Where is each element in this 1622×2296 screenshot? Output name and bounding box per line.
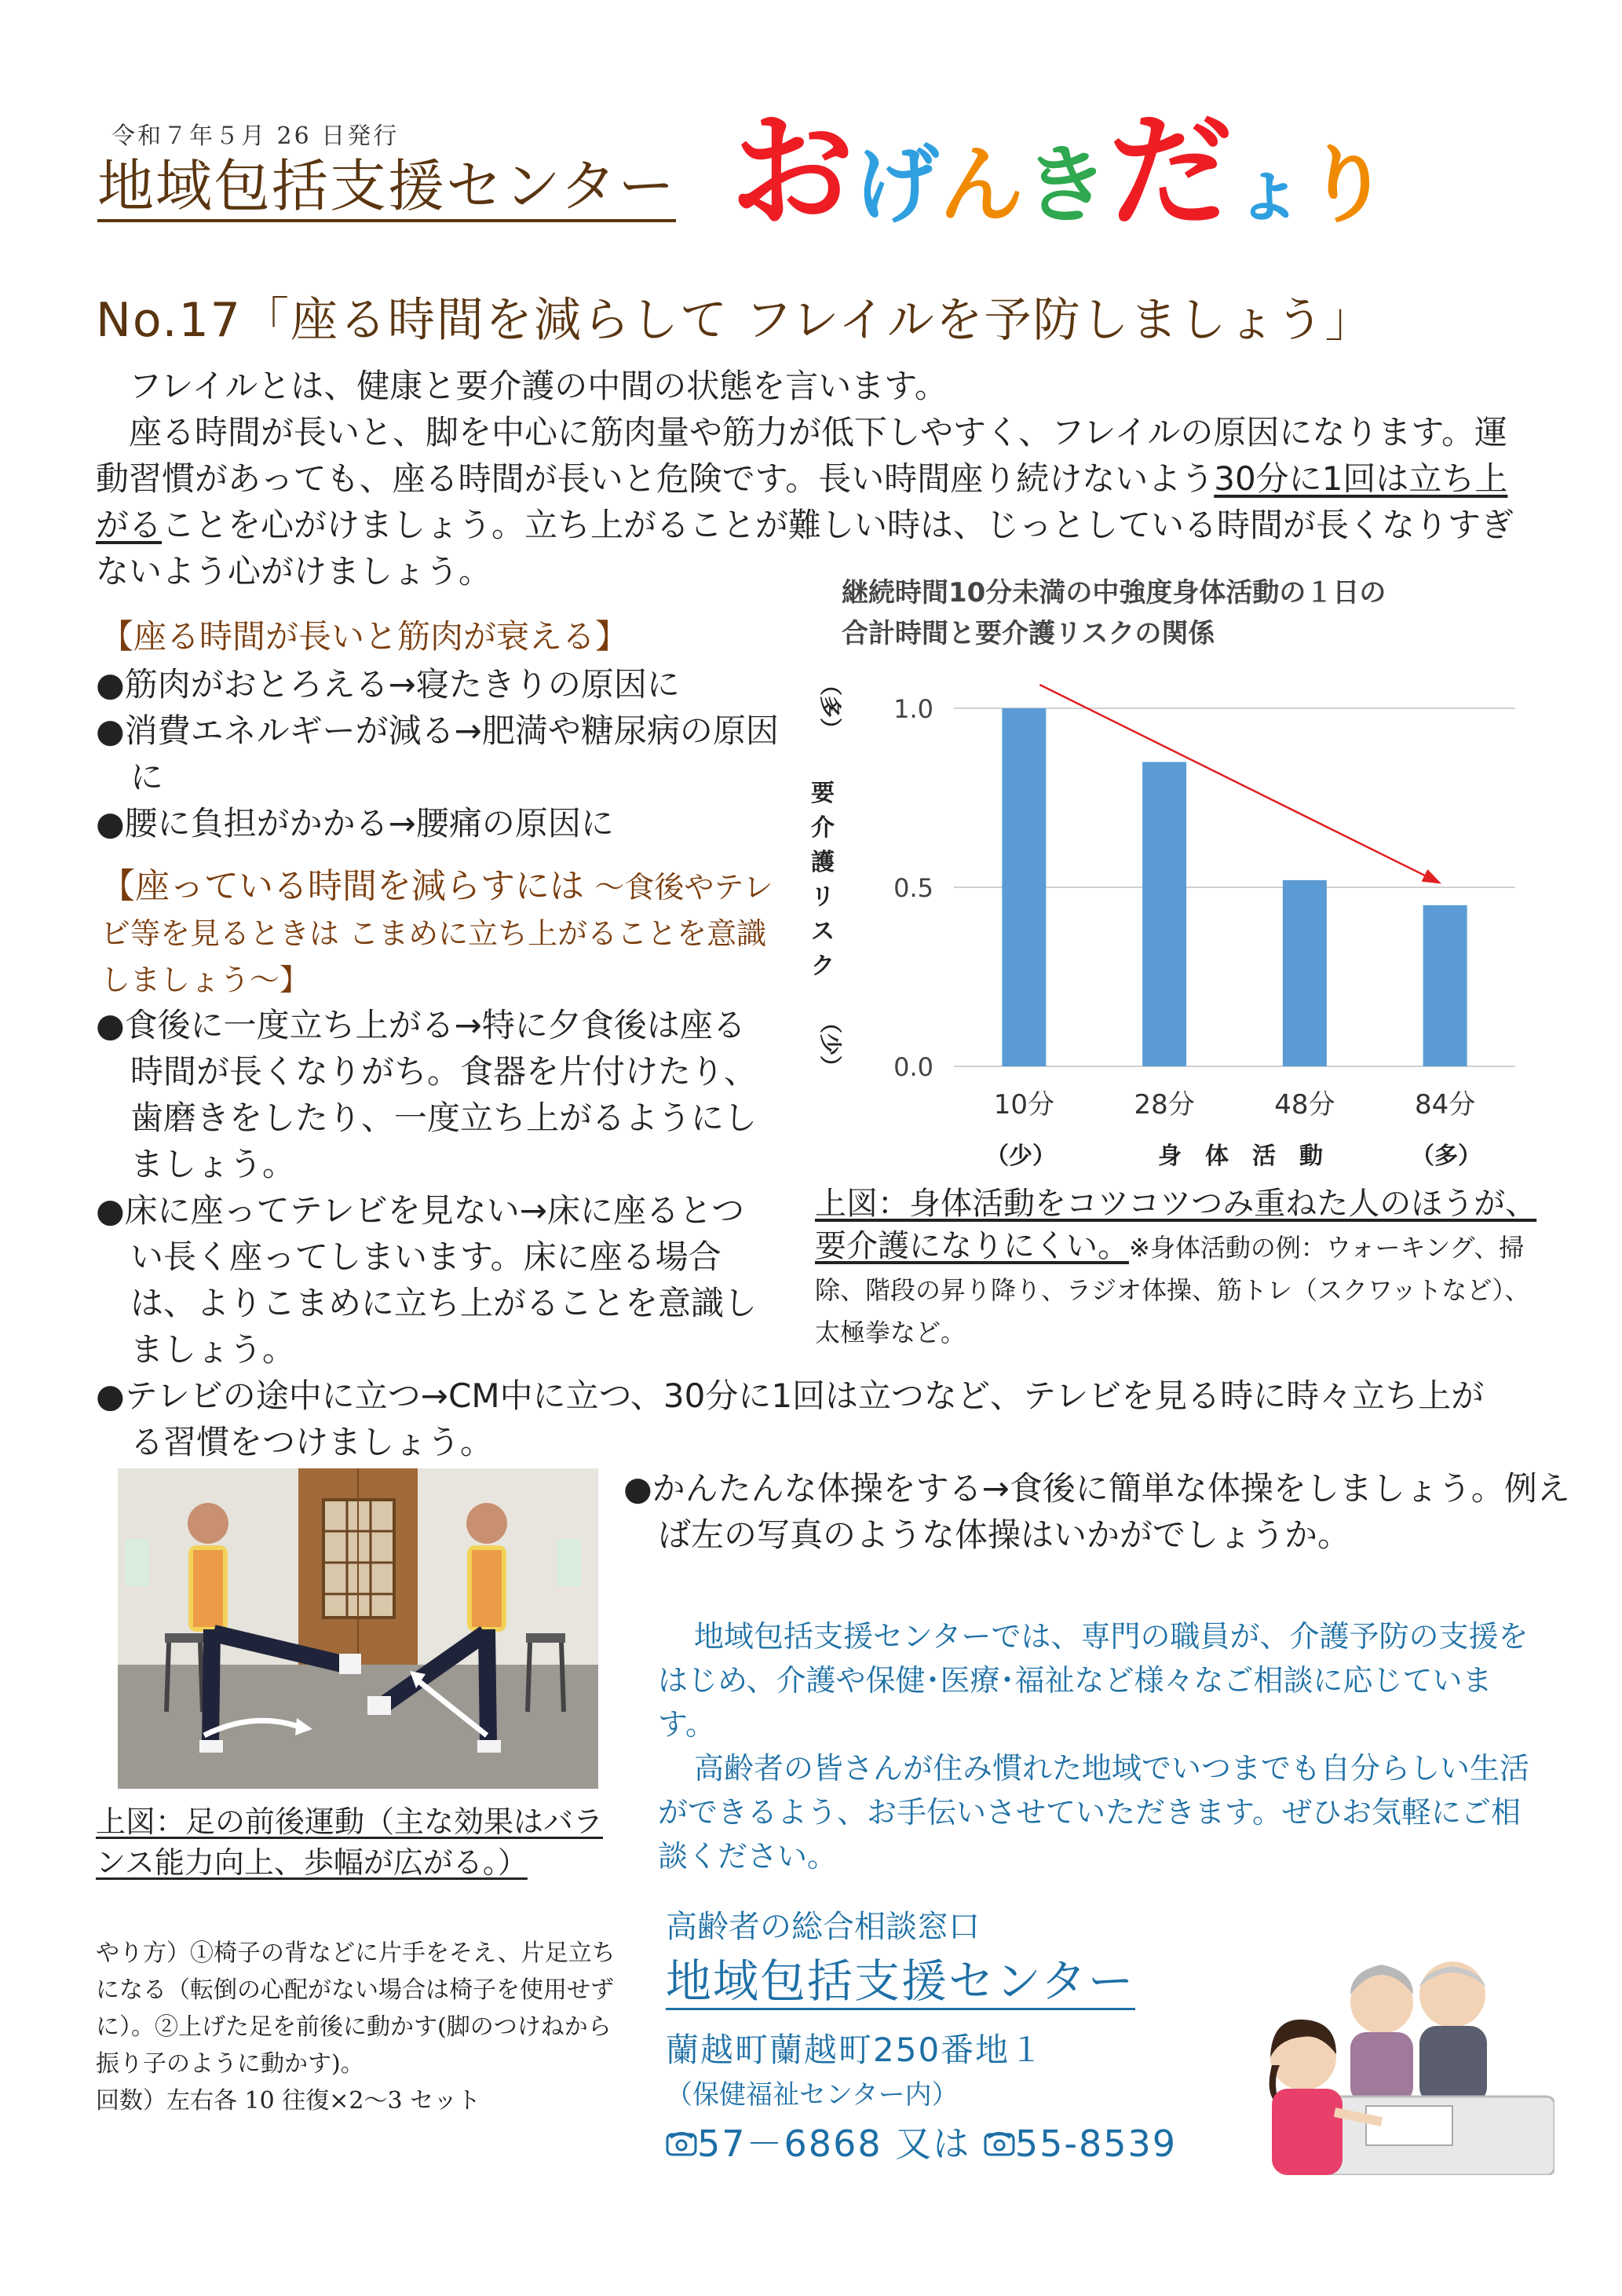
phone-separator: 又は xyxy=(895,2122,971,2165)
list-item: ●食後に一度立ち上がる→特に夕食後は座る時間が長くなりがち。食器を片付けたり、歯磨きをしたり、一度立ち上がるようにしましょう。 xyxy=(96,1006,758,1183)
intro-p2-text-a: 座る時間が長いと、脚を中心に筋肉量や筋力が低下しやすく、フレイルの原因になります。運動習慣があっても、座る時間が長いと危険です。長い時間座り続けないよう xyxy=(96,413,1508,498)
intro-paragraph-1 xyxy=(96,363,1540,409)
consult-address: 蘭越町蘭越町250番地１ xyxy=(666,2031,1045,2069)
consult-address-note: （保健福祉センター内） xyxy=(666,2079,959,2111)
section2-heading-main: 【座っている時間を減らすには xyxy=(100,866,584,906)
center-desc-paragraph-1: 地域包括支援センターでは、専門の職員が、介護予防の支援をはじめ、介護や保健･医療･福祉など様々なご相談に応じています。 xyxy=(658,1619,1529,1742)
list-item: ●テレビの途中に立つ→CM中に立つ、30分に1回は立つなど、テレビを見る時に時々立ち上がる習慣をつけましょう。 xyxy=(96,1377,1485,1461)
exercise-instructions xyxy=(96,1935,622,2119)
chart-xlabel-center: 身 体 活 動 xyxy=(1158,1143,1323,1170)
y-label-bottom: （少） xyxy=(817,1011,843,1078)
center-desc-paragraph-2: 高齢者の皆さんが住み慣れた地域でいつまでも自分らしい生活ができるよう、お手伝いさせていただきます。ぜひお気軽にご相談ください。 xyxy=(658,1751,1530,1874)
issue-date: 令和７年５月 26 日発行 xyxy=(111,122,400,150)
list-item: ●床に座ってテレビを見ない→床に座るとつい長く座ってしまいます。床に座る場合は、よりこまめに立ち上がることを意識しましょう。 xyxy=(96,1191,758,1369)
y-tick-label: 0.5 xyxy=(893,873,933,903)
title-char-6: ょ xyxy=(1233,148,1306,232)
phone-number-2: 55-8539 xyxy=(1014,2122,1178,2165)
chart-caption-main: 上図：身体活動をコツコツつみ重ねた人のほうが、要介護になりにくい。 xyxy=(815,1186,1537,1264)
risk-bar-chart xyxy=(793,573,1578,1178)
center-title: 地域包括支援センター xyxy=(97,155,676,222)
x-tick-label: 84分 xyxy=(1414,1089,1476,1121)
bar-4 xyxy=(1423,905,1467,1066)
title-char-2: げ xyxy=(854,137,940,235)
chart-y-ticks xyxy=(893,694,933,1082)
y-tick-label: 1.0 xyxy=(893,694,933,724)
y-label-char: 護 xyxy=(811,849,835,876)
list-item: ●かんたんな体操をする→食後に簡単な体操をしましょう。例えば左の写真のような体操はいかがでしょうか。 xyxy=(623,1469,1570,1554)
y-label-char: ス xyxy=(811,918,835,945)
chart-title-line-1: 継続時間10分未満の中強度身体活動の１日の xyxy=(842,577,1386,609)
title-char-4: き xyxy=(1024,137,1109,235)
consult-label: 高齢者の総合相談窓口 xyxy=(666,1909,980,1945)
exercise-count: 回数）左右各 10 往復×2～3 セット xyxy=(96,2087,481,2115)
section2-list xyxy=(96,1002,771,1373)
bar-1 xyxy=(1002,708,1046,1066)
chart-caption-note: ※身体活動の例：ウォーキング、掃除、階段の昇り降り、ラジオ体操、筋トレ（スクワットなど）、太極拳など。 xyxy=(815,1233,1530,1347)
bar-2 xyxy=(1142,762,1186,1066)
title-char-5: だ xyxy=(1109,100,1233,244)
x-tick-label: 48分 xyxy=(1274,1089,1335,1121)
section2-item4 xyxy=(623,1465,1581,1558)
intro-p1-text: フレイルとは、健康と要介護の中間の状態を言います。 xyxy=(129,367,948,405)
y-label-char: ク xyxy=(811,952,835,980)
intro-paragraph-2 xyxy=(96,409,1540,594)
intro-p2-underlined: 30分に1回は立ち上がる xyxy=(96,459,1508,544)
section2-heading xyxy=(100,864,776,1003)
title-char-7: り xyxy=(1305,137,1390,235)
chart-trend-arrow xyxy=(1039,685,1441,883)
trend-line xyxy=(1039,685,1437,882)
photo-caption xyxy=(96,1801,620,1883)
x-tick-label: 28分 xyxy=(1134,1089,1195,1121)
y-tick-label: 0.0 xyxy=(893,1052,933,1082)
title-char-1: お xyxy=(730,100,854,244)
section1-heading: 【座る時間が長いと筋肉が衰える】 xyxy=(100,617,629,656)
chart-y-axis-label xyxy=(811,674,843,1077)
section2-item3 xyxy=(96,1373,1509,1465)
intro-p2-text-b: ことを心がけましょう。立ち上がることが難しい時は、じっとしている時間が長くなりすぎないよう心がけましょう。 xyxy=(96,506,1514,590)
chart-caption xyxy=(815,1183,1553,1352)
chart-x-ticks xyxy=(994,1089,1476,1121)
chart-xlabel-right: （多） xyxy=(1411,1143,1481,1170)
consult-center-name: 地域包括支援センター xyxy=(666,1955,1135,2010)
trend-arrowhead xyxy=(1422,869,1441,883)
chart-x-axis-label xyxy=(985,1143,1481,1170)
list-item: ●筋肉がおとろえる→寝たきりの原因に xyxy=(96,665,680,704)
y-label-top: （多） xyxy=(817,673,843,740)
chart-title-line-2: 合計時間と要介護リスクの関係 xyxy=(842,618,1215,649)
list-item: ●消費エネルギーが減る→肥満や糖尿病の原因に xyxy=(96,711,779,796)
phone-icon xyxy=(666,2128,697,2159)
section1-list xyxy=(96,661,787,846)
consultation-illustration xyxy=(1248,1940,1554,2175)
photo-caption-title: 上図：足の前後運動（主な効果はバランス能力向上、歩幅が広がる。） xyxy=(96,1804,604,1880)
phone-icon xyxy=(984,2128,1015,2159)
title-char-3: ん xyxy=(939,137,1025,235)
x-tick-label: 10分 xyxy=(993,1089,1055,1121)
newsletter-title xyxy=(730,100,1390,244)
phone-number-1: 57－6868 xyxy=(697,2122,882,2165)
exercise-howto: やり方）①椅子の背などに片手をそえ、片足立ちになる（転倒の心配がない場合は椅子を使用せずに）。②上げた足を前後に動かす(脚のつけねから振り子のように動かす)。 xyxy=(96,1940,616,2078)
section2-heading-sub: ～食後やテレビ等を見るときは こまめに立ち上がることを意識しましょう～】 xyxy=(100,870,773,997)
list-item: ●腰に負担がかかる→腰痛の原因に xyxy=(96,804,614,843)
y-label-char: 介 xyxy=(811,814,835,842)
bar-3 xyxy=(1283,880,1327,1066)
center-description xyxy=(658,1614,1545,1878)
chart-xlabel-left: （少） xyxy=(985,1143,1056,1170)
y-label-char: 要 xyxy=(811,780,835,807)
y-label-char: リ xyxy=(811,883,835,911)
headline: No.17「座る時間を減らして フレイルを予防しましょう」 xyxy=(96,293,1374,348)
intro-text xyxy=(96,363,1540,594)
exercise-photo xyxy=(118,1468,598,1789)
consult-phone xyxy=(666,2115,1177,2167)
